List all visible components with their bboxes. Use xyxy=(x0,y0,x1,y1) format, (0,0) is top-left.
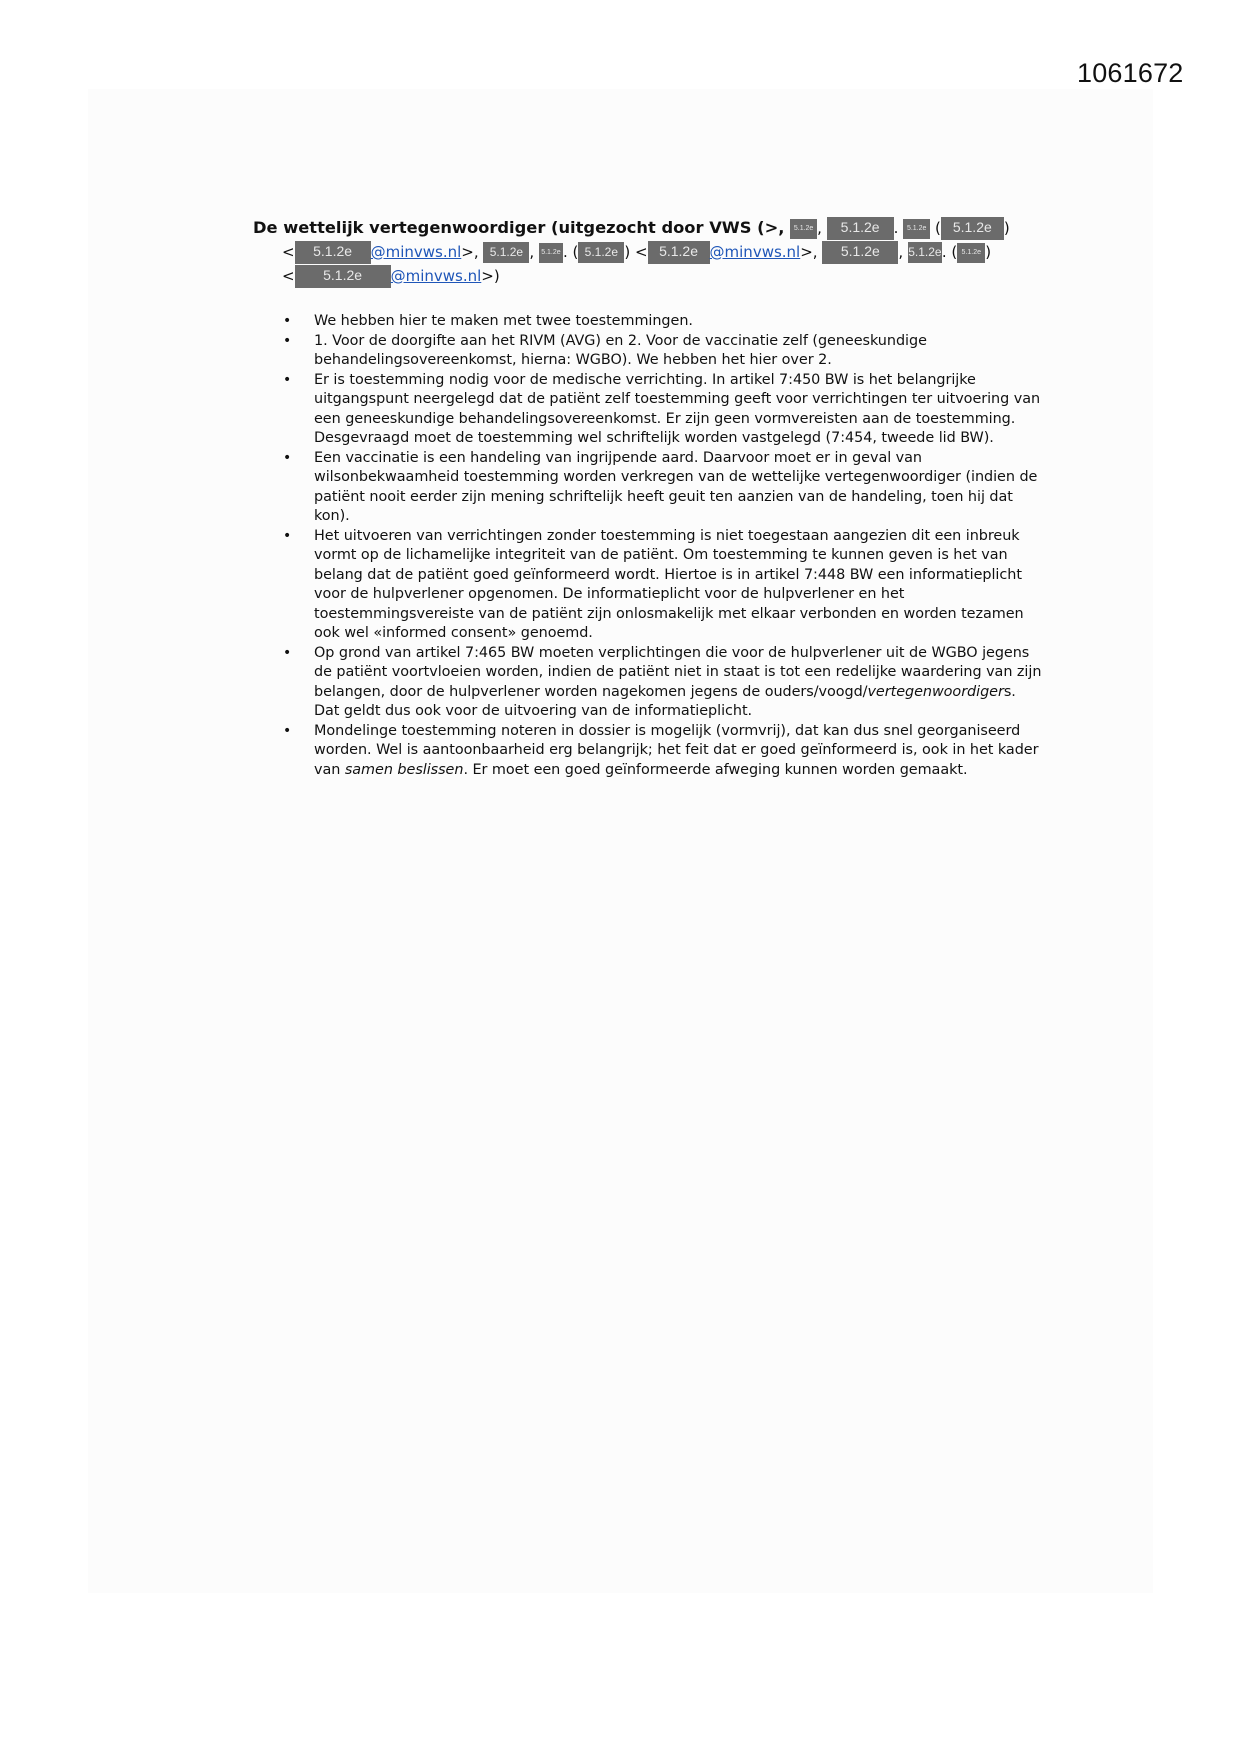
bullet-list xyxy=(283,312,1043,780)
bullet-icon: • xyxy=(283,722,292,739)
separator: >, xyxy=(461,243,484,261)
heading-line-1 xyxy=(253,216,1053,240)
separator: >) xyxy=(481,267,500,285)
bullet-icon: • xyxy=(283,371,292,388)
separator: ( xyxy=(930,219,941,237)
bullet-icon: • xyxy=(283,644,292,661)
text-segment: . Er moet een goed geïnformeerde afweging kunnen worden gemaakt. xyxy=(463,761,968,778)
list-item xyxy=(283,449,1043,527)
list-item xyxy=(283,527,1043,644)
heading-title: De wettelijk vertegenwoordiger (uitgezocht door VWS (>, xyxy=(253,218,791,237)
separator: ) < xyxy=(624,243,648,261)
redaction-box: 5.1.2e xyxy=(957,243,985,263)
separator: , xyxy=(817,219,827,237)
italic-term: vertegenwoordiger xyxy=(867,683,1004,700)
document-number: 1061672 xyxy=(1077,58,1184,88)
separator: , xyxy=(529,243,539,261)
bullet-icon: • xyxy=(283,449,292,466)
text-segment: Mondelinge toestemming noteren in dossier is mogelijk (vormvrij), dat kan dus snel georganiseerd worden. Wel is aantoonbaarheid erg belangrijk; het feit dat er goed geïnformeerd is, ook in het kader van xyxy=(314,722,1039,778)
list-item xyxy=(283,332,1043,371)
list-item xyxy=(283,371,1043,449)
separator: < xyxy=(282,267,295,285)
email-link[interactable]: @minvws.nl xyxy=(390,267,482,285)
email-link[interactable]: @minvws.nl xyxy=(370,243,462,261)
redaction-box: 5.1.2e xyxy=(790,219,817,239)
italic-term: samen beslissen xyxy=(344,761,464,778)
redaction-box: 5.1.2e xyxy=(822,241,898,264)
redaction-box: 5.1.2e xyxy=(903,219,930,239)
redaction-box: 5.1.2e xyxy=(578,242,624,263)
list-item-text xyxy=(314,722,1043,781)
list-item-text: 1. Voor de doorgifte aan het RIVM (AVG) en 2. Voor de vaccinatie zelf (geneeskundige behandelingsovereenkomst, hierna: WGBO). We hebben het hier over 2. xyxy=(314,332,927,368)
heading-line-2 xyxy=(253,240,1053,264)
redaction-box: 5.1.2e xyxy=(295,241,371,264)
separator: ) xyxy=(985,243,992,261)
separator: , xyxy=(898,243,908,261)
text-segment: Op grond van artikel 7:465 BW moeten verplichtingen die voor de hulpverlener uit de WGBO jegens de patiënt voortvloeien worden, indien de patiënt niet in staat is tot een redelijke waardering van zijn belangen, door de hulpverlener worden nagekomen jegens de ouders/voogd/ xyxy=(314,644,1042,700)
heading-line-3 xyxy=(253,264,1053,288)
list-item xyxy=(283,312,1043,332)
redaction-box: 5.1.2e xyxy=(539,243,563,263)
list-item-text: Er is toestemming nodig voor de medische verrichting. In artikel 7:450 BW is het belangrijke uitgangspunt neergelegd dat de patiënt zelf toestemming geeft voor verrichtingen ter uitvoering van een geneeskundige behandelingsovereenkomst. Er zijn geen vormvereisten aan de toestemming. Desgevraagd moet de toestemming wel schriftelijk worden vastgelegd (7:454, tweede lid BW). xyxy=(314,371,1041,446)
separator: . ( xyxy=(941,243,958,261)
list-item-text: We hebben hier te maken met twee toestemmingen. xyxy=(314,313,693,329)
list-item xyxy=(283,644,1043,722)
separator: . ( xyxy=(562,243,579,261)
bullet-icon: • xyxy=(283,527,292,544)
email-link[interactable]: @minvws.nl xyxy=(709,243,801,261)
redaction-box: 5.1.2e xyxy=(941,217,1004,240)
list-item-text xyxy=(314,644,1043,722)
list-item xyxy=(283,722,1043,781)
list-item-text: Een vaccinatie is een handeling van ingrijpende aard. Daarvoor moet er in geval van wilsonbekwaamheid toestemming worden verkregen van de wettelijke vertegenwoordiger (indien de patiënt nooit eerder zijn mening schriftelijk heeft geuit ten aanzien van de handeling, toen hij dat kon). xyxy=(314,449,1038,524)
separator: ) xyxy=(1003,219,1010,237)
separator: . xyxy=(893,219,904,237)
bullet-icon: • xyxy=(283,332,292,349)
redaction-box: 5.1.2e xyxy=(295,265,391,288)
list-item-text: Het uitvoeren van verrichtingen zonder toestemming is niet toegestaan aangezien dit een inbreuk vormt op de lichamelijke integriteit van de patiënt. Om toestemming te kunnen geven is het van belang dat de patiënt goed geïnformeerd wordt. Hiertoe is in artikel 7:448 BW een informatieplicht voor de hulpverlener opgenomen. De informatieplicht voor de hulpverlener en het toestemmingsvereiste van de patiënt zijn onlosmakelijk met elkaar verbonden en worden tezamen ook wel «informed consent» genoemd. xyxy=(314,527,1024,641)
bullet-icon: • xyxy=(283,313,292,329)
text-segment: s. Dat geldt dus ook voor de uitvoering van de informatieplicht. xyxy=(314,683,1016,719)
redaction-box: 5.1.2e xyxy=(483,242,529,263)
heading-block xyxy=(253,216,1053,288)
redaction-box: 5.1.2e xyxy=(827,217,894,240)
redaction-box: 5.1.2e xyxy=(648,241,710,264)
redaction-box: 5.1.2e xyxy=(908,242,942,263)
separator: < xyxy=(282,243,295,261)
separator: >, xyxy=(800,243,823,261)
